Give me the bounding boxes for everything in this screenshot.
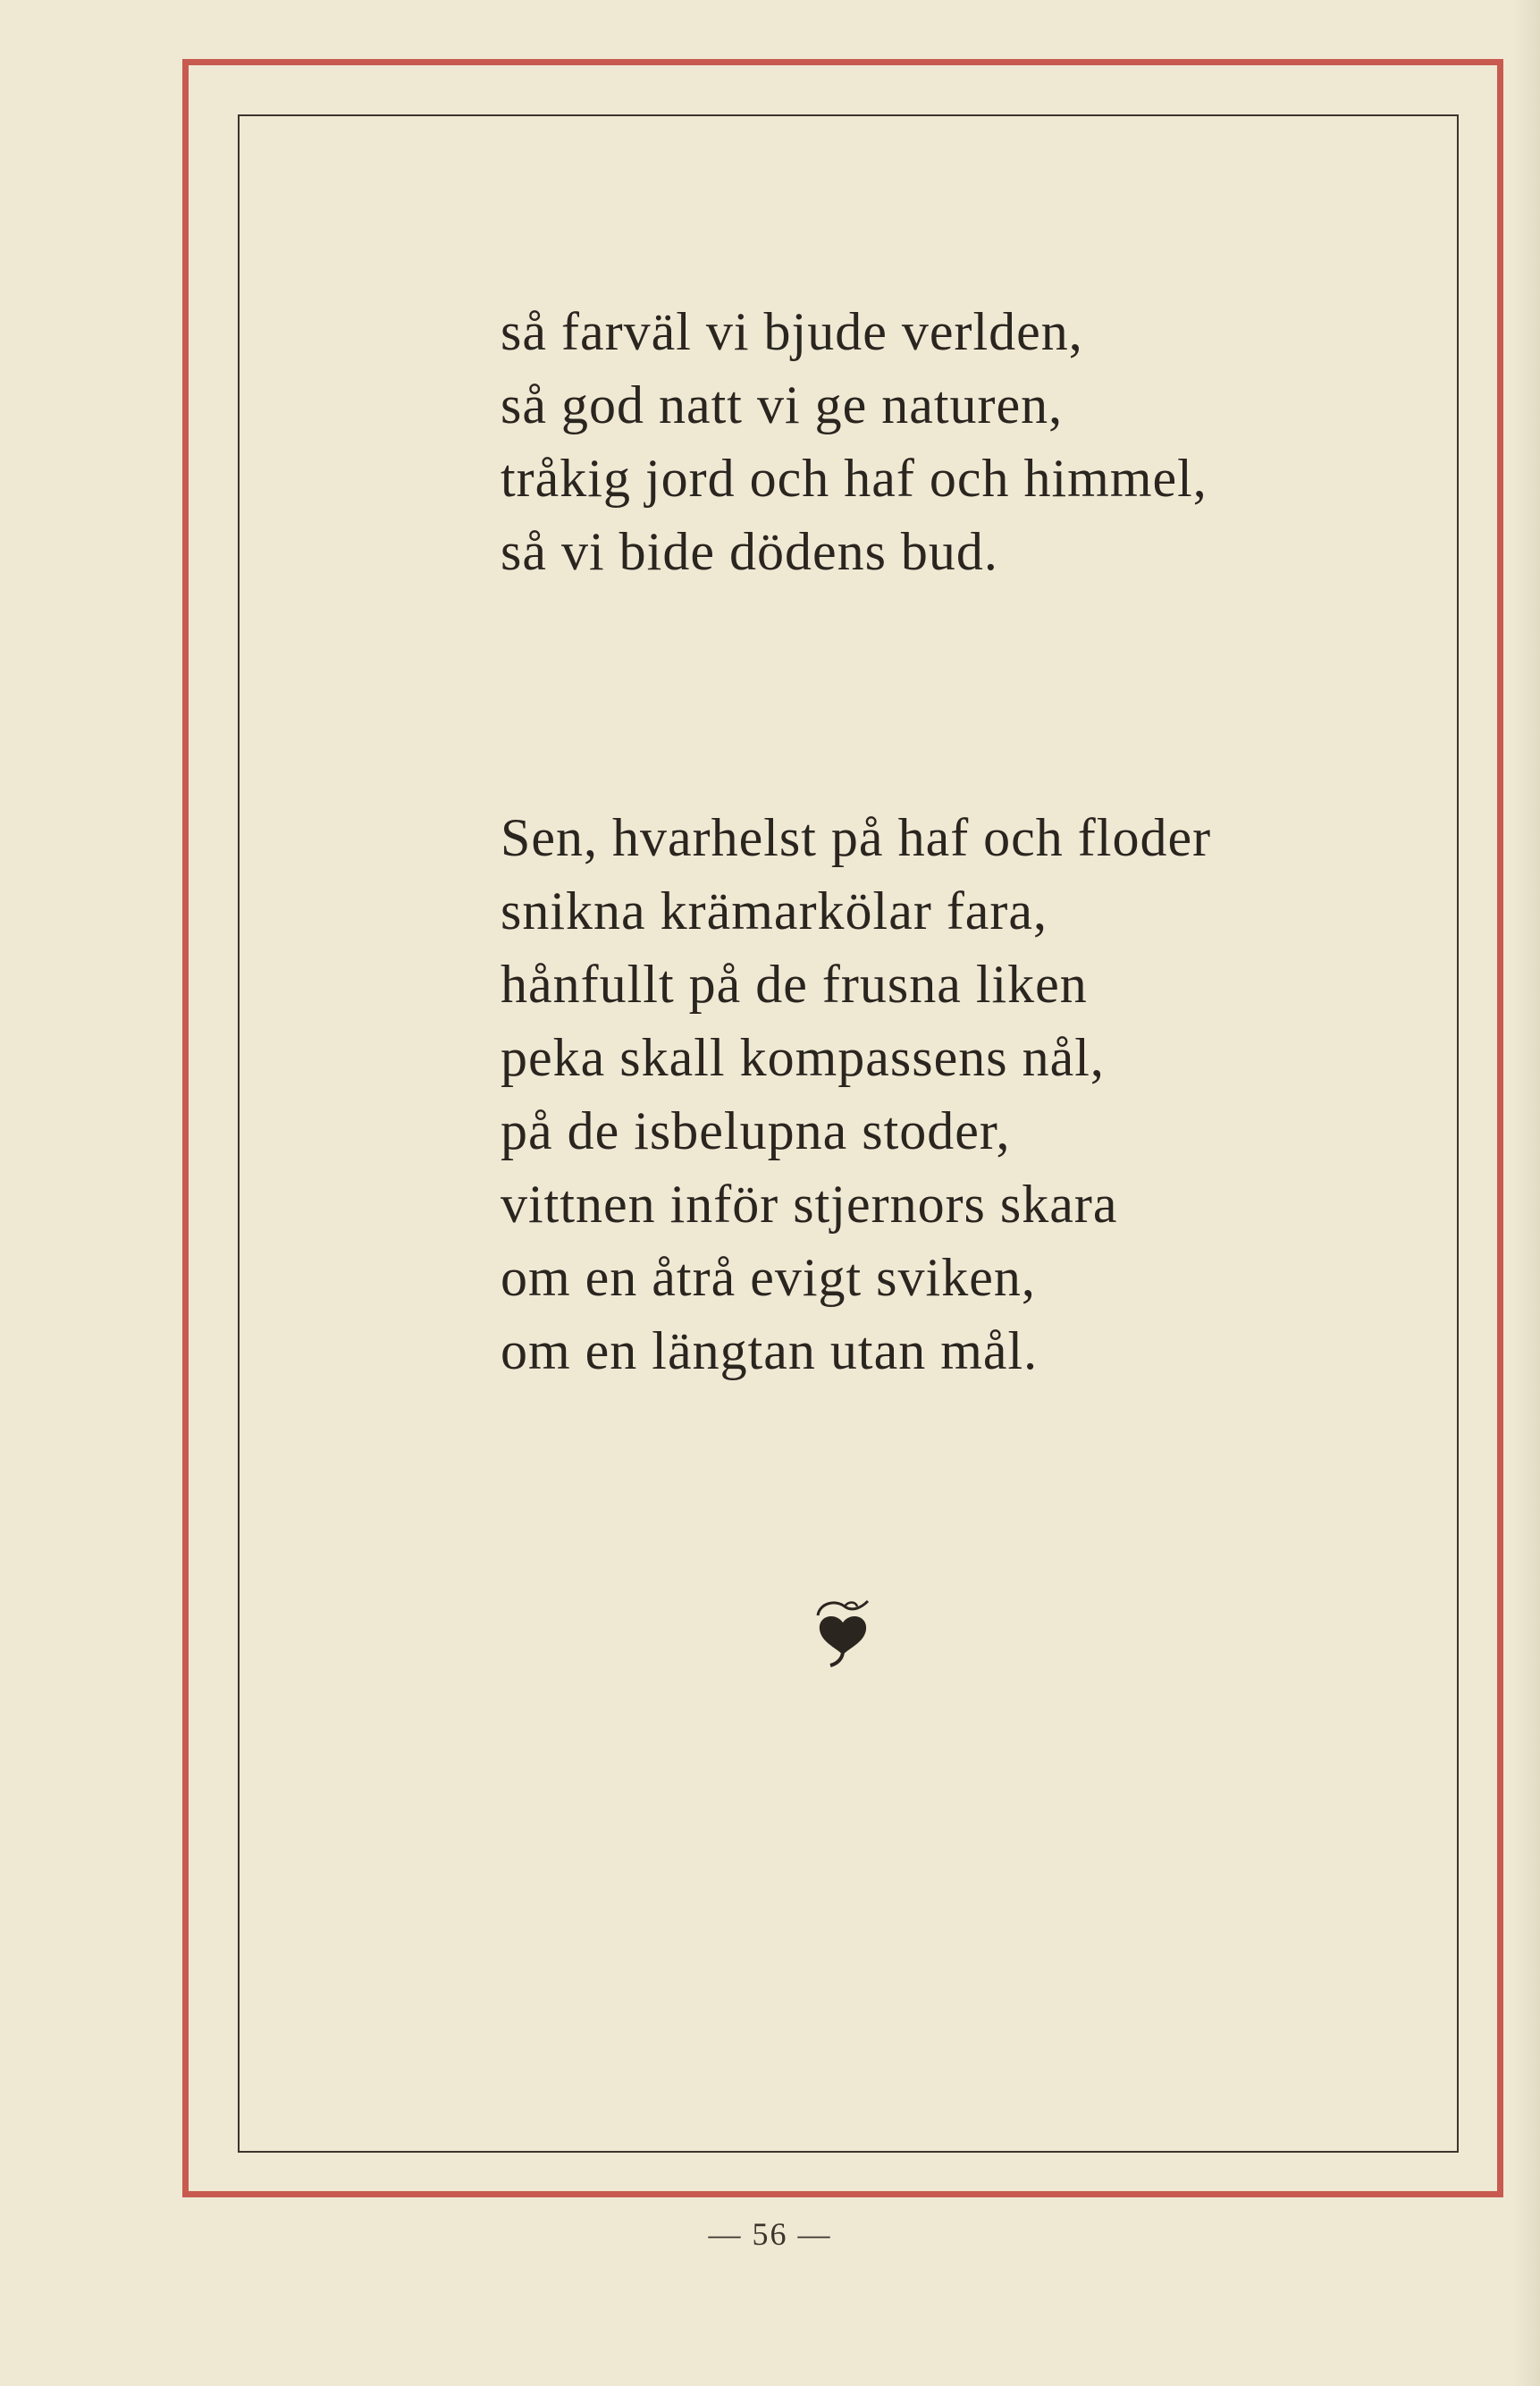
- poem-line: så god natt vi ge naturen,: [501, 375, 1064, 434]
- poem-line: så farväl vi bjude verlden,: [501, 302, 1083, 361]
- stanza-2: [501, 801, 1394, 1387]
- poem-line: peka skall kompassens nål,: [501, 1028, 1105, 1087]
- stanza-1: [501, 295, 1394, 588]
- poem-line: vittnen inför stjernors skara: [501, 1175, 1118, 1234]
- poem-line: om en åtrå evigt sviken,: [501, 1248, 1036, 1307]
- poem-line: på de isbelupna stoder,: [501, 1101, 1011, 1160]
- poem-body: [501, 295, 1394, 1387]
- poem-line: hånfullt på de frusna liken: [501, 955, 1088, 1014]
- poem-line: om en längtan utan mål.: [501, 1321, 1039, 1380]
- poem-line: så vi bide dödens bud.: [501, 522, 998, 581]
- page-edge-shadow: [1513, 0, 1540, 2386]
- fleuron-icon: [809, 1596, 877, 1667]
- poem-line: Sen, hvarhelst på haf och floder: [501, 808, 1212, 867]
- poem-line: tråkig jord och haf och himmel,: [501, 449, 1208, 508]
- page-number: — 56 —: [708, 2216, 832, 2252]
- poem-line: snikna krämarkölar fara,: [501, 881, 1048, 940]
